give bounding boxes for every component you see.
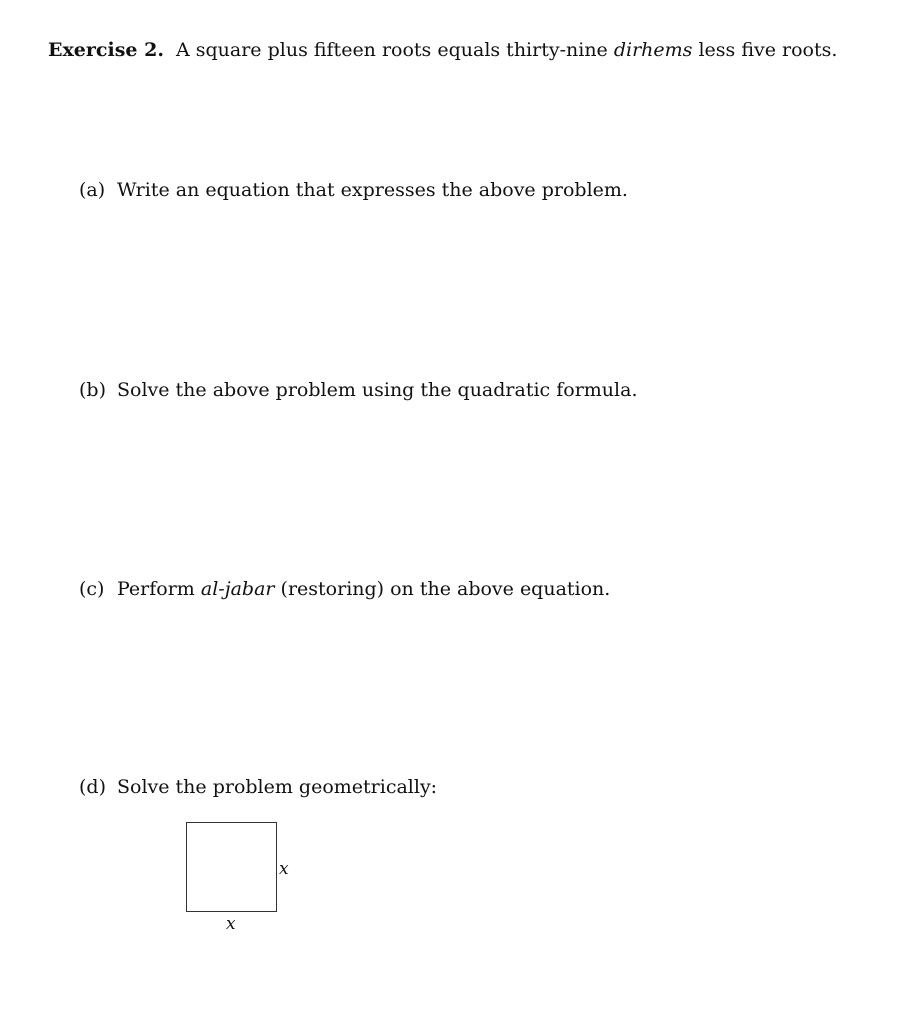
part-b-text: Solve the above problem using the quadratic formula. (117, 379, 638, 401)
part-c-text-after: (restoring) on the above equation. (280, 578, 611, 600)
part-c-marker: (c) (79, 578, 105, 600)
part-c (79, 577, 610, 601)
part-d-text: Solve the problem geometrically: (117, 776, 438, 798)
square-diagram (186, 822, 306, 942)
part-d (79, 775, 437, 799)
square-shape (186, 822, 278, 914)
part-a (79, 178, 628, 202)
exercise-text-before: A square plus fifteen roots equals thirty-nine (175, 39, 608, 61)
bottom-length-label: x (226, 914, 236, 934)
part-d-marker: (d) (79, 776, 106, 798)
part-a-text: Write an equation that expresses the above problem. (117, 179, 628, 201)
exercise-text-emphasis: dirhems (613, 39, 693, 61)
exercise-statement (48, 38, 837, 62)
part-c-text-before: Perform (117, 578, 195, 600)
exercise-text-after: less five roots. (698, 39, 838, 61)
part-b (79, 378, 637, 402)
side-length-label: x (279, 859, 289, 879)
part-c-text-emphasis: al-jabar (200, 578, 275, 600)
exercise-label: Exercise 2. (48, 39, 164, 61)
part-a-marker: (a) (79, 179, 106, 201)
part-b-marker: (b) (79, 379, 106, 401)
